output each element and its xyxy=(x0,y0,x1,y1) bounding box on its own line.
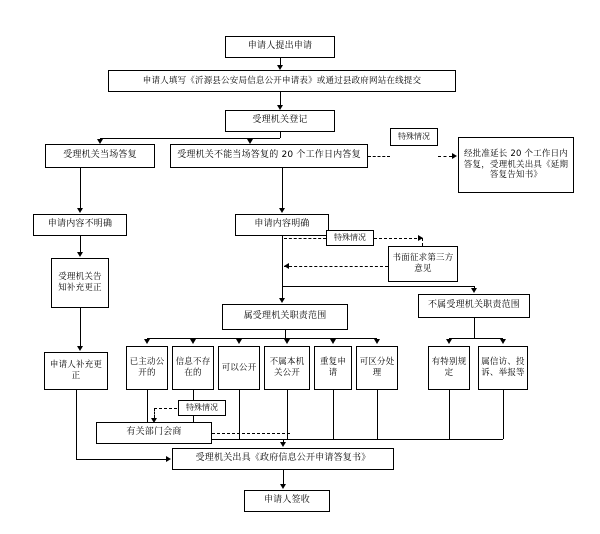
arrowhead-n21 xyxy=(500,339,506,344)
node-special-regulation: 有特别规定 xyxy=(428,346,470,390)
arrowhead-n20 xyxy=(446,339,452,344)
node-applicant-submit: 申请人提出申请 xyxy=(225,36,335,58)
arrowhead-n7-n9 xyxy=(77,252,83,257)
connector-n2-n3 xyxy=(280,92,281,105)
node-onsite-reply: 受理机关当场答复 xyxy=(45,144,155,168)
drop-n17 xyxy=(287,390,288,439)
dashed-third-feedback xyxy=(284,266,388,267)
arrowhead-n8-n12 xyxy=(279,298,285,303)
connector-n3-bus xyxy=(280,132,281,138)
connector-n10-down xyxy=(76,390,77,459)
connector-n12-bus xyxy=(285,330,286,338)
connector-n8-to-right xyxy=(282,286,474,287)
drop-n19 xyxy=(377,390,378,439)
dashed-special2-third xyxy=(374,238,422,239)
node-20-workdays-reply: 受理机关不能当场答复的 20 个工作日内答复 xyxy=(170,144,368,168)
node-petition-complaint: 属信访、投诉、举报等 xyxy=(478,346,528,390)
connector-n10-to-reply xyxy=(76,459,166,460)
label-special-case-3: 特殊情况 xyxy=(178,400,226,416)
arrowhead-n15 xyxy=(190,339,196,344)
arrowhead-n4-unclear xyxy=(77,208,83,213)
node-notify-supplement: 受理机关告知补充更正 xyxy=(51,258,109,308)
bus-under-register-right xyxy=(250,138,280,139)
arrowhead-special2-third xyxy=(418,235,423,241)
node-can-publish: 可以公开 xyxy=(218,346,260,390)
bus-under-n12 xyxy=(147,338,377,339)
arrowhead-n23-n24 xyxy=(280,484,286,489)
arrowhead-n18 xyxy=(330,339,336,344)
node-applicant-supplement: 申请人补充更正 xyxy=(44,352,108,390)
arrowhead-n14 xyxy=(144,339,150,344)
node-third-party-opinion: 书面征求第三方意见 xyxy=(388,246,458,282)
dashed-n8-special2 xyxy=(284,238,326,239)
node-within-duty: 属受理机关职责范围 xyxy=(222,304,348,330)
bus-under-n13 xyxy=(449,338,503,339)
connector-n9-n10 xyxy=(80,308,81,346)
drop-n18 xyxy=(333,390,334,439)
node-department-consult: 有关部门会商 xyxy=(96,422,212,444)
drop-n21 xyxy=(503,390,504,439)
dashed-dept-to-reply xyxy=(212,433,290,434)
connector-n8-n12 xyxy=(282,236,283,298)
node-register: 受理机关登记 xyxy=(225,110,335,132)
arrowhead-n9-n10 xyxy=(77,346,83,351)
arrowhead-n17 xyxy=(284,339,290,344)
node-repeat-application: 重复申请 xyxy=(314,346,352,390)
node-outside-duty: 不属受理机关职责范围 xyxy=(418,294,530,318)
node-content-unclear: 申请内容不明确 xyxy=(33,214,127,236)
node-extended-reply: 经批准延长 20 个工作日内答复，受理机关出具《延期答复告知书》 xyxy=(458,137,574,193)
label-special-case-1: 特殊情况 xyxy=(390,128,438,146)
node-fill-form: 申请人填写《沂源县公安局信息公开申请表》或通过县政府网站在线提交 xyxy=(108,70,456,92)
connector-n23-n24 xyxy=(283,470,284,484)
dashed-left-down xyxy=(154,408,155,418)
node-issue-reply-letter: 受理机关出具《政府信息公开申请答复书》 xyxy=(172,448,394,470)
drop-n16 xyxy=(239,390,240,439)
node-separable-handling: 可区分处理 xyxy=(356,346,398,390)
arrowhead-third-feedback xyxy=(284,263,289,269)
arrowhead-n13 xyxy=(471,288,477,293)
drop-n20 xyxy=(449,390,450,439)
connector-n1-n2 xyxy=(280,58,281,65)
dashed-special-n6 xyxy=(438,156,452,157)
node-not-exist: 信息不存在的 xyxy=(172,346,214,390)
arrowhead-n19 xyxy=(374,339,380,344)
arrowhead-n10-reply xyxy=(166,456,171,462)
node-already-public: 已主动公开的 xyxy=(126,346,168,390)
connector-n7-n9 xyxy=(80,236,81,252)
arrowhead-special-n6 xyxy=(452,153,457,159)
connector-n13-bus xyxy=(474,318,475,338)
label-special-case-2: 特殊情况 xyxy=(326,230,374,246)
arrowhead-n16 xyxy=(236,339,242,344)
arrowhead-bus-reply xyxy=(280,442,286,447)
connector-n4-down xyxy=(80,168,81,208)
arrowhead-n5-n8 xyxy=(279,208,285,213)
node-content-clear: 申请内容明确 xyxy=(235,214,329,236)
connector-n5-n8 xyxy=(282,168,283,208)
node-not-this-authority: 不属本机关公开 xyxy=(264,346,310,390)
node-applicant-sign: 申请人签收 xyxy=(244,490,330,512)
dashed-n5-special xyxy=(368,156,390,157)
